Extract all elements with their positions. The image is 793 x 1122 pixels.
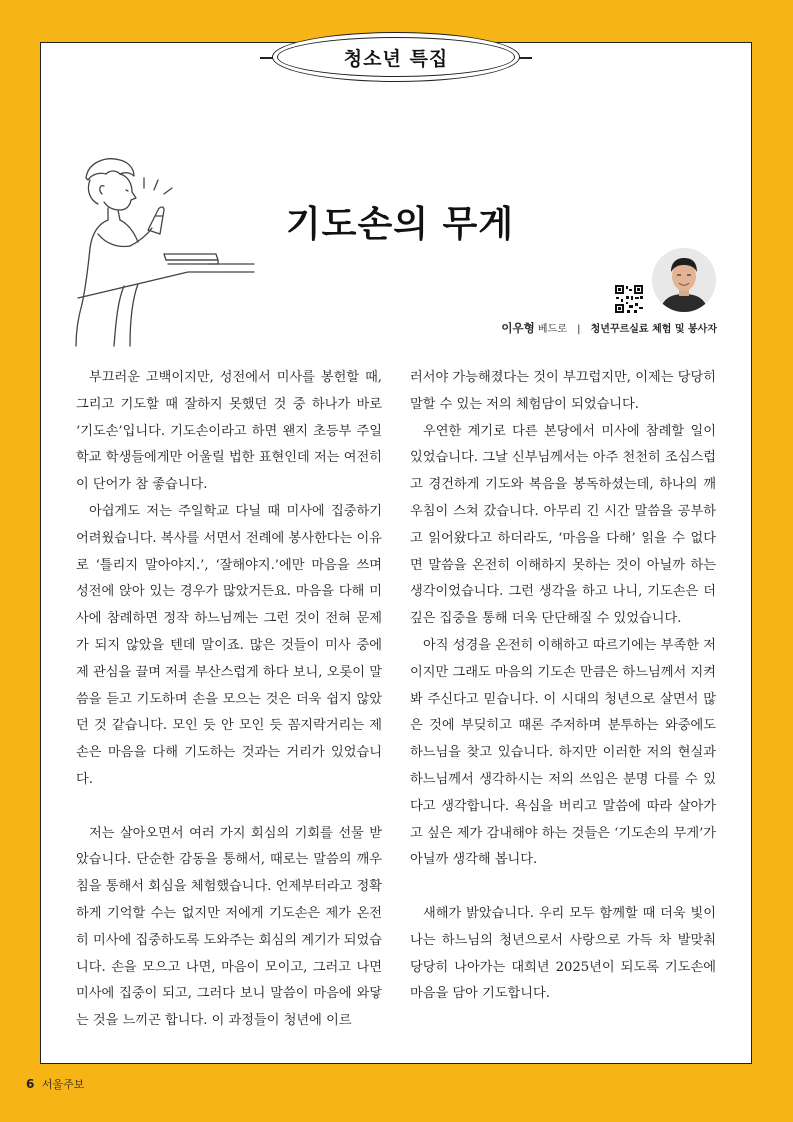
praying-boy-illustration <box>68 150 258 350</box>
article-title: 기도손의 무게 <box>285 204 515 245</box>
paragraph: 저는 살아오면서 여러 가지 회심의 기회를 선물 받았습니다. 단순한 감동을 통해서, 때로는 말씀의 깨우침을 통해서 회심을 체험했습니다. 언제부터라고 정확하게 기억할 수는 없지만 저에게 기도손은 제가 온전히 미사에 집중하도록 도와주는 회심의 계기가 되었습니다. 손을 모으고 나면, 마음이 모이고, 그러고 나면 미사에 집중이 되고, 그러다 보니 말씀이 마음에 와닿는 것을 느끼곤 합니다. 이 과정들이 청년에 이르 <box>76 825 382 1029</box>
qr-code-icon[interactable] <box>614 284 644 314</box>
body-column-right <box>410 365 716 1008</box>
paragraph: 새해가 밝았습니다. 우리 모두 함께할 때 더욱 빛이 나는 하느님의 청년으로서 사랑으로 가득 차 발맞춰 당당히 나아가는 대희년 2025년이 되도록 기도손에 마음을 담아 기도합니다. <box>410 905 716 1002</box>
body-column-left <box>76 365 382 1035</box>
publication-name: 서울주보 <box>41 1078 85 1091</box>
section-label: 청소년 특집 <box>343 48 449 70</box>
page-footer <box>26 1076 84 1092</box>
author-baptismal-name: 베드로 <box>537 324 567 335</box>
paragraph: 우연한 계기로 다른 본당에서 미사에 참례할 일이 있었습니다. 그날 신부님께서는 아주 천천히 조심스럽고 경건하게 기도와 복음을 봉독하셨는데, 하나의 깨우침이 스쳐 갔습니다. 아무리 긴 시간 말씀을 공부하고 읽어왔다고 하더라도, ‘마음을 다해’ 읽을 수 없다면 말씀을 온전히 이해하지 못하는 것이 아닐까 하는 생각이었습니다. 그런 생각을 하고 나니, 기도손은 더 깊은 집중을 통해 더욱 단단해질 수 있었습니다. <box>410 423 716 627</box>
page-number: 6 <box>26 1077 35 1091</box>
paragraph: 러서야 가능해졌다는 것이 부끄럽지만, 이제는 당당히 말할 수 있는 저의 체험담이 되었습니다. <box>410 370 716 412</box>
author-photo <box>652 248 716 312</box>
author-role: 청년꾸르실료 체험 및 봉사자 <box>590 324 717 335</box>
byline-separator: | <box>577 324 581 335</box>
paragraph: 아쉽게도 저는 주일학교 다닐 때 미사에 집중하기 어려웠습니다. 복사를 서면서 전례에 봉사한다는 이유로 ‘틀리지 말아야지.’, ‘잘해야지.’에만 마음을 쓰며 성전에 앉아 있는 경우가 많았거든요. 마음을 다해 미사에 참례하면 정작 하느님께는 그런 것이 전혀 문제가 되지 않았을 텐데 말이죠. 많은 것들이 미사 중에 제 관심을 끌며 저를 부산스럽게 하다 보니, 오롯이 말씀을 듣고 기도하며 손을 모으는 것은 더욱 쉽지 않았던 것 같습니다. 모인 듯 안 모인 듯 꼼지락거리는 제 손은 마음을 다해 기도하는 것과는 거리가 있었습니다. <box>76 503 382 787</box>
paragraph: 부끄러운 고백이지만, 성전에서 미사를 봉헌할 때, 그리고 기도할 때 잘하지 못했던 것 중 하나가 바로 ‘기도손’입니다. 기도손이라고 하면 왠지 초등부 주일학교 학생들에게만 어울릴 법한 표현인데 저는 여전히 이 단어가 참 좋습니다. <box>76 370 382 493</box>
section-header <box>260 32 532 84</box>
author-name: 이우형 <box>501 321 535 335</box>
paragraph: 아직 성경을 온전히 이해하고 따르기에는 부족한 저이지만 그래도 마음의 기도손 만큼은 하느님께서 지켜봐 주신다고 믿습니다. 이 시대의 청년으로 살면서 많은 것에 부딪히고 때론 주저하며 분투하는 와중에도 하느님을 찾고 있습니다. 하지만 이러한 저의 현실과 하느님께서 생각하시는 저의 쓰임은 분명 다를 수 있다고 생각합니다. 욕심을 버리고 말씀에 따라 살아가고 싶은 제가 감내해야 하는 것들은 ‘기도손의 무게’가 아닐까 생각해 봅니다. <box>410 637 716 868</box>
author-byline <box>501 320 717 336</box>
